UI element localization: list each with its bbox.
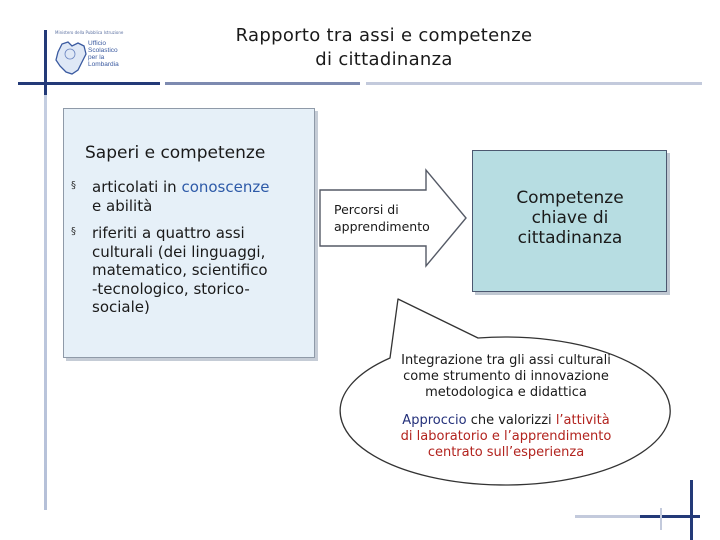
slide-title-line-2: di cittadinanza: [315, 49, 453, 70]
bullet-marker: §: [71, 180, 76, 191]
bubble-line: come strumento di innovazione: [403, 369, 609, 384]
bullet-highlight: conoscenze: [181, 178, 270, 196]
bullet-line: riferiti a quattro assi: [92, 224, 245, 242]
slide-title-line-1: Rapporto tra assi e competenze: [235, 25, 533, 46]
bubble-line: Integrazione tra gli assi culturali: [401, 353, 611, 368]
arrow-label: [334, 201, 430, 235]
bubble-approccio-word: Approccio: [402, 413, 467, 428]
logo-text: [88, 40, 119, 68]
bubble-line: centrato sull’esperienza: [427, 445, 585, 460]
top-rule-dark: [18, 82, 160, 85]
top-rule-light: [366, 82, 702, 85]
left-vertical-bar-accent: [44, 30, 47, 95]
bubble-text-integrazione: [368, 353, 644, 401]
bullet-line: matematico, scientifico: [92, 261, 268, 279]
bubble-line: [368, 413, 644, 429]
bubble-line: di laboratorio e l’apprendimento: [400, 429, 612, 444]
competenze-box-text: [480, 188, 660, 248]
bullet-line: e abilità: [92, 196, 153, 215]
logo-line-1: Ufficio: [88, 40, 106, 47]
logo-line-4: Lombardia: [88, 61, 119, 68]
bullet-text: [92, 224, 317, 317]
logo-ministry-header: Ministero della Pubblica Istruzione: [55, 30, 124, 35]
logo-line-3: per la: [88, 54, 105, 61]
bubble-text-approccio: [368, 413, 644, 461]
saperi-box-heading: Saperi e competenze: [85, 143, 266, 163]
left-vertical-bar: [44, 30, 47, 510]
bullet-marker: §: [71, 226, 76, 237]
bullet-line: culturali (dei linguaggi,: [92, 242, 266, 261]
logo-line-2: Scolastico: [88, 47, 118, 54]
arrow-label-line-1: Percorsi di: [334, 202, 399, 217]
competenze-line-1: Competenze: [516, 188, 624, 208]
bullet-line: sociale): [92, 298, 150, 316]
bubble-line: metodologica e didattica: [425, 385, 587, 400]
bullet-text: [92, 178, 317, 215]
bottom-right-vertical-rule: [690, 480, 693, 540]
competenze-line-3: cittadinanza: [517, 228, 623, 248]
arrow-label-line-2: apprendimento: [334, 219, 430, 234]
bubble-connector: che valorizzi: [466, 413, 556, 428]
competenze-line-2: chiave di: [531, 208, 609, 228]
top-rule-mid: [165, 82, 360, 85]
bubble-attivita-word: l’attività: [555, 413, 610, 428]
bottom-right-vertical-rule-light: [660, 508, 662, 530]
bullet-line: [92, 178, 317, 197]
bullet-line: -tecnologico, storico-: [92, 279, 250, 298]
bullet-prefix: articolati in: [92, 178, 182, 196]
slide-title: [160, 24, 608, 72]
